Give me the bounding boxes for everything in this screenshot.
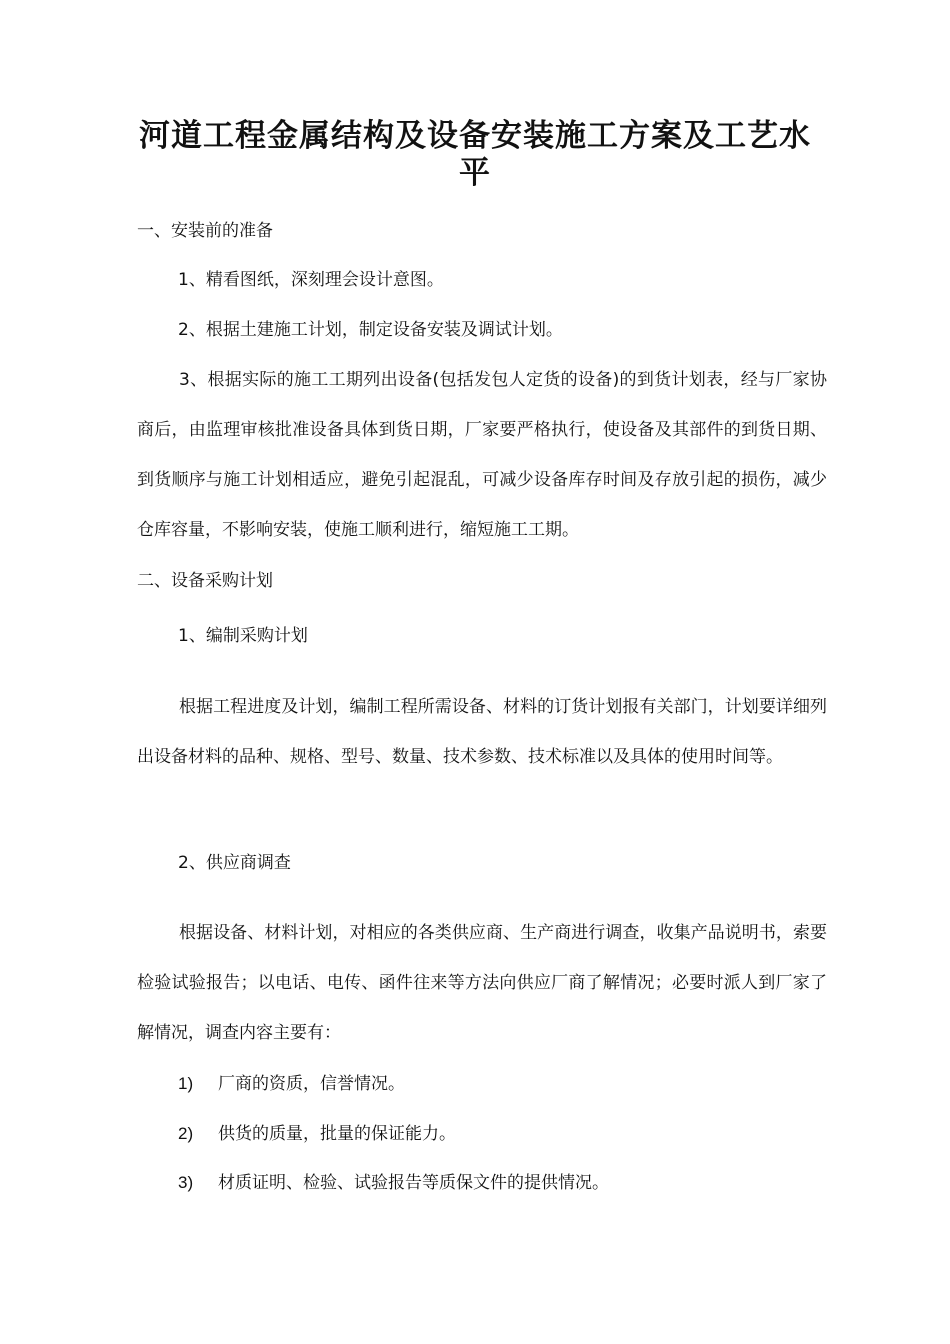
list-item-number: 3) bbox=[178, 1173, 194, 1192]
section2-heading: 二、设备采购计划 bbox=[137, 571, 273, 591]
list-item-text: 材质证明、检验、试验报告等质保文件的提供情况。 bbox=[218, 1173, 609, 1193]
section2-sub2-heading: 2、供应商调查 bbox=[178, 853, 291, 873]
section1-item-1: 1、精看图纸，深刻理会设计意图。 bbox=[178, 270, 444, 290]
section2-sub2-body: 根据设备、材料计划，对相应的各类供应商、生产商进行调查，收集产品说明书，索要检验试验报告；以电话、电传、函件往来等方法向供应厂商了解情况；必要时派人到厂家了解情况，调查内容主要有： bbox=[137, 923, 827, 1043]
list-item bbox=[178, 1171, 609, 1195]
document-title-line2: 平 bbox=[459, 155, 491, 191]
section2-sub1-heading: 1、编制采购计划 bbox=[178, 626, 308, 646]
section1-item-2: 2、根据土建施工计划，制定设备安装及调试计划。 bbox=[178, 320, 563, 340]
list-item-text: 供货的质量，批量的保证能力。 bbox=[218, 1124, 456, 1144]
list-item-text: 厂商的资质，信誉情况。 bbox=[218, 1074, 405, 1094]
list-item bbox=[178, 1072, 405, 1096]
section2-sub1-body: 根据工程进度及计划，编制工程所需设备、材料的订货计划报有关部门，计划要详细列出设备材料的品种、规格、型号、数量、技术参数、技术标准以及具体的使用时间等。 bbox=[137, 697, 827, 767]
document-title-line1: 河道工程金属结构及设备安装施工方案及工艺水 bbox=[139, 118, 811, 154]
list-item-number: 1) bbox=[178, 1074, 194, 1093]
section1-heading: 一、安装前的准备 bbox=[137, 221, 273, 241]
section1-item-3: 3、根据实际的施工工期列出设备(包括发包人定货的设备)的到货计划表，经与厂家协商后，由监理审核批准设备具体到货日期，厂家要严格执行，使设备及其部件的到货日期、到货顺序与施工计划相适应，避免引起混乱，可减少设备库存时间及存放引起的损伤，减少仓库容量，不影响安装，使施工顺利进行，缩短施工工期。 bbox=[137, 370, 827, 540]
list-item-number: 2) bbox=[178, 1124, 194, 1143]
list-item bbox=[178, 1122, 456, 1146]
